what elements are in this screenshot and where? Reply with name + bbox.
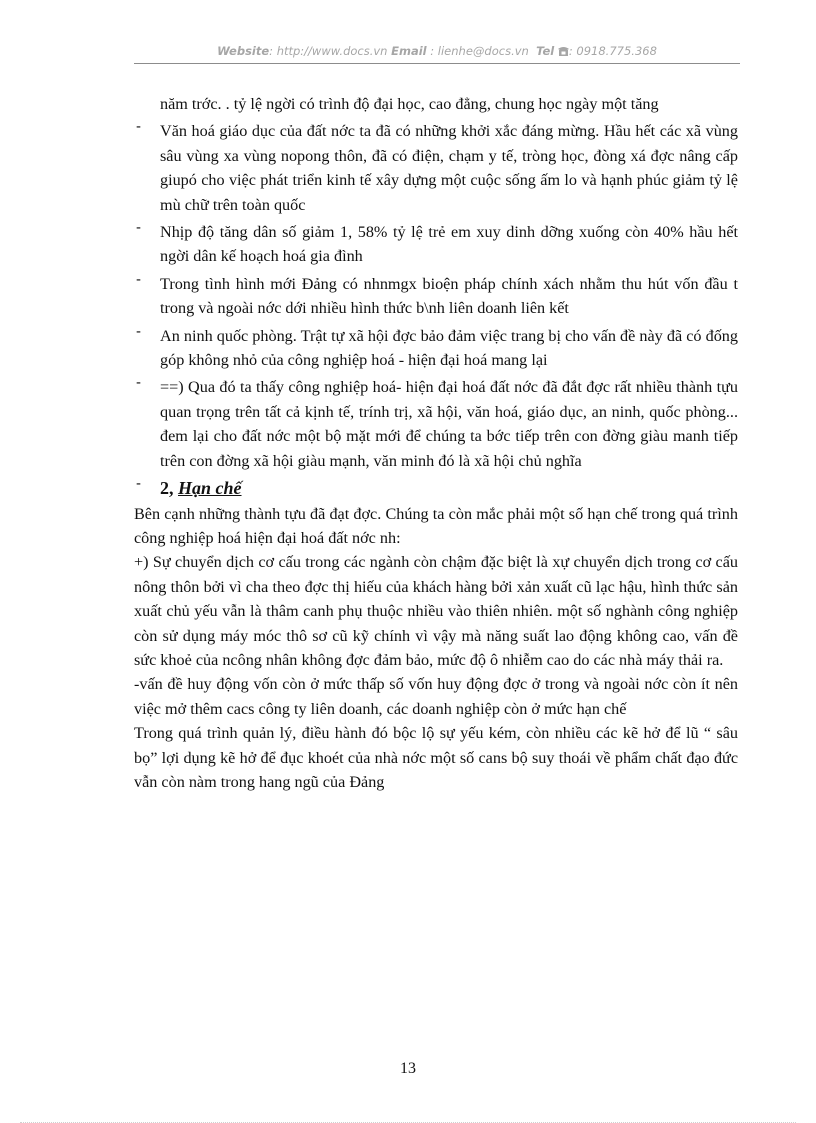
body-paragraph: -vấn đề huy động vốn còn ở mức thấp số vốn huy động đợc ở trong và ngoài nớc còn ít nên việc mở thêm cacs công ty liên doanh, các doanh nghiệp còn ở mức hạn chế	[134, 675, 738, 718]
bullet-item	[134, 375, 738, 473]
bullet-marker: -	[136, 374, 141, 392]
intro-paragraph: năm trớc. . tỷ lệ ngời có trình độ đại học, cao đẳng, chung học ngày một tăng	[160, 95, 659, 113]
bullet-item	[134, 272, 738, 321]
section-heading	[134, 476, 738, 501]
bullet-marker: -	[136, 219, 141, 237]
page-header	[134, 44, 740, 58]
bullet-item	[134, 220, 738, 269]
document-body	[134, 92, 738, 794]
body-paragraph: +) Sự chuyển dịch cơ cấu trong các ngành còn chậm đặc biệt là xự chuyển dịch trong cơ cấu nông thôn bởi vì cha theo đợc thị hiếu của khách hàng bởi xản xuất cũ lạc hậu, hình thức sản xuất chủ yếu vẫn là thâm canh phụ thuộc nhiều vào thiên nhiên. một số nghành công nghiệp còn sử dụng máy móc thô sơ cũ kỹ chính vì vậy mà năng suất lao động không cao, vấn đề sức khoẻ của ncông nhân không đợc đảm bảo, mức độ ô nhiễm cao do các nhà máy thải ra.	[134, 553, 738, 669]
bullet-item	[134, 324, 738, 373]
bullet-text: An ninh quốc phòng. Trật tự xã hội đợc bảo đảm việc trang bị cho vấn đề này đã có đống góp không nhỏ của công nghiệp hoá - hiện đại hoá mang lại	[160, 326, 738, 370]
bullet-item	[134, 119, 738, 217]
page-number: 13	[400, 1060, 416, 1077]
bullet-marker: -	[136, 475, 141, 493]
tel-value: : 0918.775.368	[568, 44, 657, 58]
bullet-text: ==) Qua đó ta thấy công nghiệp hoá- hiện đại hoá đất nớc đã đắt đợc rất nhiều thành tựu quan trọng trên tất cả kịnh tế, trính trị, xã hội, văn hoá, giáo dục, an ninh, quốc phòng... đem lại cho đất nớc một bộ mặt mới để chúng ta bớc tiếp trên con đờng giàu manh tiếp trên con đờng xã hội giàu mạnh, văn minh đó là xã hội chủ nghĩa	[160, 378, 738, 470]
bullet-marker: -	[136, 322, 141, 340]
heading-title: Hạn chế	[178, 478, 242, 499]
website-label: Website	[217, 44, 270, 58]
bullet-text: Nhịp độ tăng dân số giảm 1, 58% tỷ lệ trẻ em xuy dinh dỡng xuống còn 40% hầu hết ngời dân kế hoạch hoá gia đình	[160, 223, 738, 266]
bullet-text: Văn hoá giáo dục của đất nớc ta đã có những khởi xắc đáng mừng. Hầu hết các xã vùng sâu vùng xa vùng nopong thôn, đã có điện, chạm y tế, tròng học, đòng xá đợc nâng cấp giupó cho việc phát triển kinh tế xây dựng một cuộc sống ấm lo và hạnh phúc giảm tỷ lệ mù chữ trên toàn quốc	[160, 122, 738, 214]
bullet-marker: -	[136, 270, 141, 288]
body-paragraph: Trong quá trình quản lý, điều hành đó bộc lộ sự yếu kém, còn nhiều các kẽ hở để lũ “ sâu bọ” lợi dụng kẽ hở để đục khoét của nhà nớc một số cans bộ suy thoái về phẩm chất đạo đức vẫn còn nàm trong hang ngũ của Đảng	[134, 724, 738, 791]
bullet-text: Trong tình hình mới Đảng có nhnmgx bioện pháp chính xách nhằm thu hút vốn đầu t trong và ngoài nớc dới nhiều hình thức b\nh liên doanh liên kết	[160, 274, 738, 318]
tel-label: Tel	[536, 44, 555, 58]
phone-icon	[558, 46, 569, 56]
website-value: : http://www.docs.vn	[269, 44, 388, 58]
email-value: : lienhe@docs.vn	[426, 44, 529, 58]
bullet-marker: -	[136, 118, 141, 136]
heading-number: 2,	[160, 478, 178, 499]
email-label: Email	[391, 44, 427, 58]
body-paragraph: Bên cạnh những thành tựu đã đạt đợc. Chúng ta còn mắc phải một số hạn chế trong quá trình công nghiệp hoá hiện đại hoá đất nớc nh:	[134, 504, 738, 547]
header-divider	[134, 63, 740, 64]
